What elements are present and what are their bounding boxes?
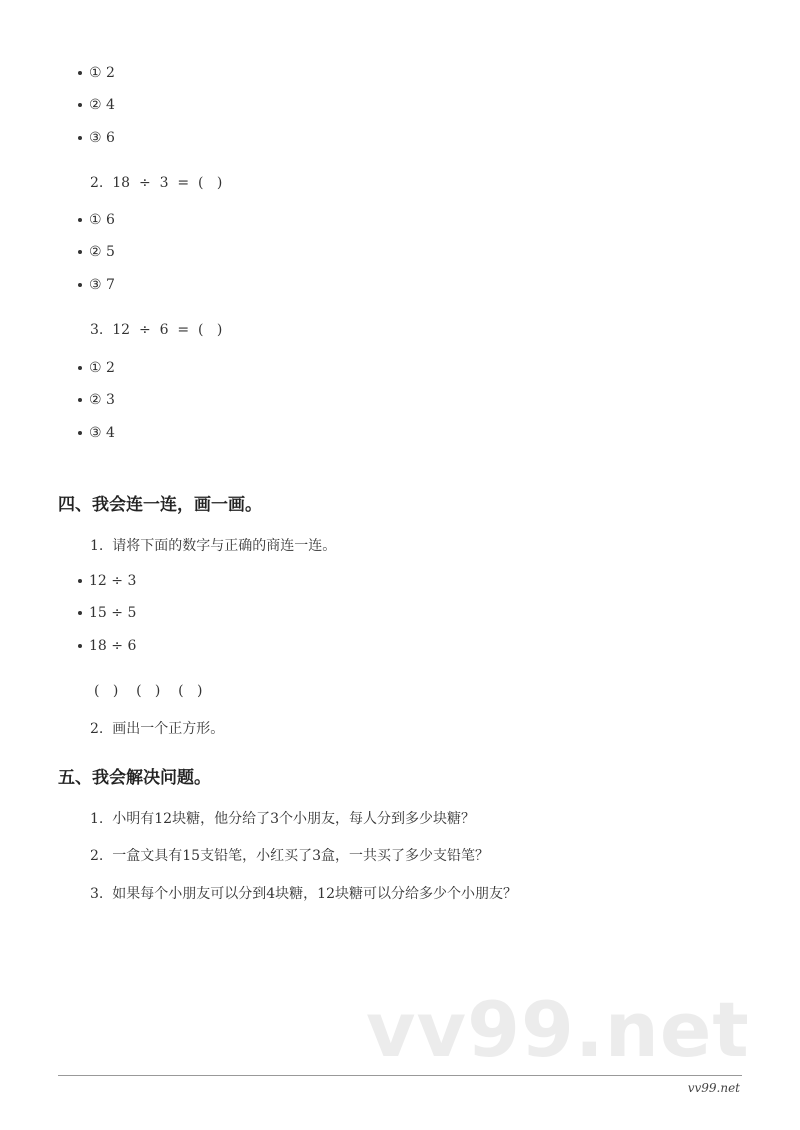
- bullet-dot: [78, 366, 82, 370]
- option-text: ③ 6: [89, 130, 115, 146]
- option-item: [78, 128, 115, 148]
- footer-site-label: vv99.net: [687, 1081, 740, 1095]
- expression-text: 15 ÷ 5: [89, 605, 137, 621]
- option-text: ① 2: [89, 360, 115, 376]
- bullet-dot: [78, 136, 82, 140]
- section-4-item-1: 1. 请将下面的数字与正确的商连一连。: [90, 538, 337, 554]
- expression-item: [78, 636, 136, 656]
- problem-item-1: 1. 小明有12块糖，他分给了3个小朋友，每人分到多少块糖？: [90, 811, 475, 827]
- bullet-dot: [78, 398, 82, 402]
- option-text: ③ 7: [89, 277, 115, 293]
- bullet-dot: [78, 579, 82, 583]
- option-text: ① 6: [89, 212, 115, 228]
- option-item: [78, 390, 115, 410]
- option-text: ② 3: [89, 392, 115, 408]
- option-text: ② 5: [89, 244, 115, 260]
- bullet-dot: [78, 283, 82, 287]
- expression-text: 18 ÷ 6: [89, 638, 137, 654]
- bullet-dot: [78, 250, 82, 254]
- problem-item-3: 3. 如果每个小朋友可以分到4块糖，12块糖可以分给多少个小朋友？: [90, 886, 517, 902]
- bullet-dot: [78, 644, 82, 648]
- expression-item: [78, 571, 136, 591]
- question-3: 3. 12 ÷ 6 = ( ): [90, 322, 223, 338]
- section-5-heading: 五、我会解决问题。: [58, 768, 211, 788]
- option-item: [78, 358, 115, 378]
- option-item: [78, 242, 115, 262]
- answer-blanks: ( ) ( ) ( ): [94, 683, 203, 699]
- bullet-dot: [78, 103, 82, 107]
- option-item: [78, 423, 115, 443]
- watermark: vv99.net: [366, 985, 750, 1074]
- expression-text: 12 ÷ 3: [89, 573, 137, 589]
- option-text: ② 4: [89, 97, 115, 113]
- bullet-dot: [78, 431, 82, 435]
- expression-item: [78, 603, 136, 623]
- section-4-item-2: 2. 画出一个正方形。: [90, 721, 225, 737]
- option-text: ① 2: [89, 65, 115, 81]
- option-item: [78, 95, 115, 115]
- section-4-heading: 四、我会连一连，画一画。: [58, 495, 262, 515]
- bullet-dot: [78, 611, 82, 615]
- footer-divider: [58, 1075, 742, 1076]
- bullet-dot: [78, 218, 82, 222]
- question-2: 2. 18 ÷ 3 = ( ): [90, 175, 223, 191]
- option-item: [78, 210, 115, 230]
- bullet-dot: [78, 71, 82, 75]
- option-item: [78, 275, 115, 295]
- option-text: ③ 4: [89, 425, 115, 441]
- option-item: [78, 63, 115, 83]
- problem-item-2: 2. 一盒文具有15支铅笔，小红买了3盒，一共买了多少支铅笔？: [90, 848, 489, 864]
